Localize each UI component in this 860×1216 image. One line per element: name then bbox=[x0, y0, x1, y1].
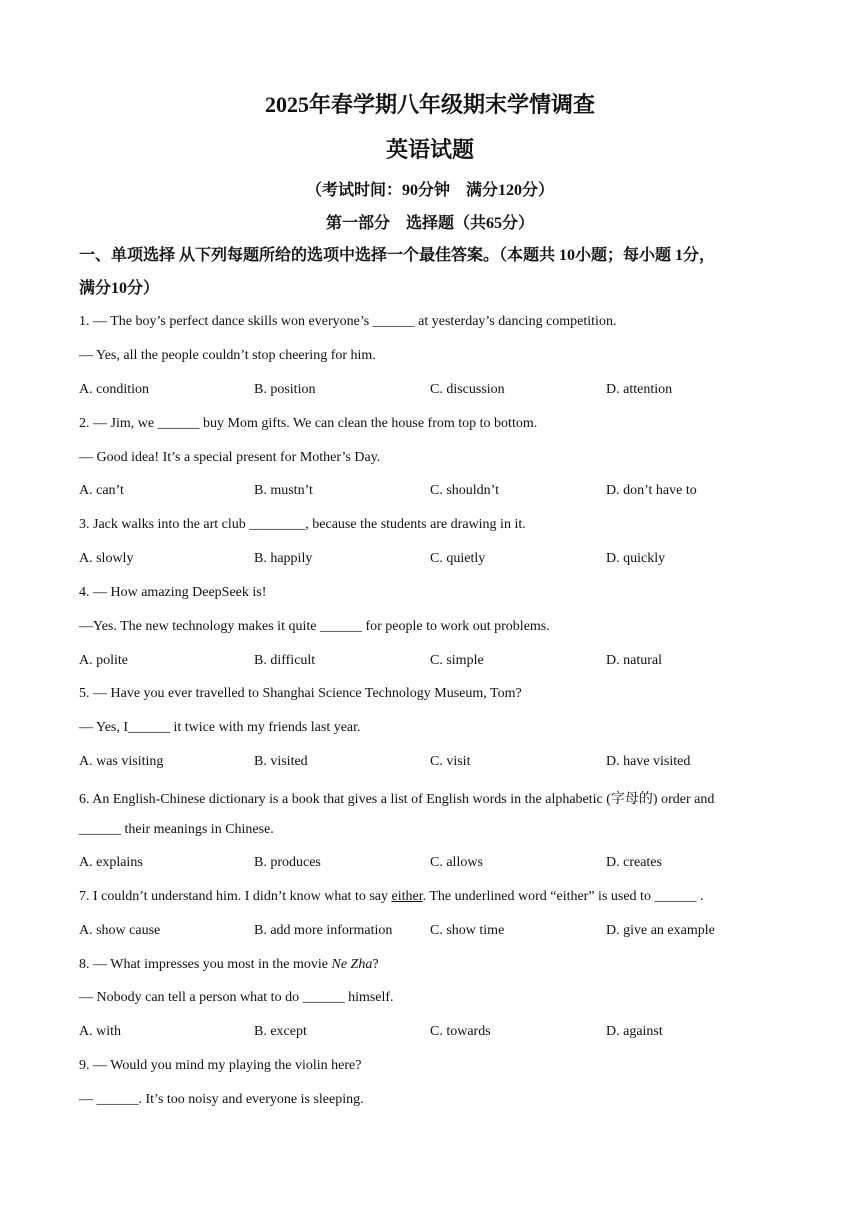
exam-info: （考试时间：90分钟 满分120分） bbox=[305, 182, 554, 199]
stem-text-before: 8. — What impresses you most in the movie bbox=[79, 957, 332, 972]
option-a: A. show cause bbox=[79, 923, 161, 938]
option-c: C. allows bbox=[430, 855, 483, 870]
option-a: A. slowly bbox=[79, 551, 134, 566]
stem-text-after: ? bbox=[372, 957, 379, 972]
exam-title: 2025年春学期八年级期末学情调查 bbox=[264, 92, 595, 117]
question-2-stem: 2. — Jim, we ______ buy Mom gifts. We can clean the house from top to bottom. bbox=[79, 416, 538, 431]
option-c: C. simple bbox=[430, 653, 484, 668]
question-6-stem-cont: ______ their meanings in Chinese. bbox=[79, 822, 274, 837]
section-instructions bbox=[79, 239, 789, 305]
question-7-stem bbox=[79, 889, 703, 905]
question-3-options bbox=[79, 551, 789, 571]
question-2-reply: — Good idea! It’s a special present for Mother’s Day. bbox=[79, 450, 381, 465]
option-d: D. natural bbox=[606, 653, 662, 668]
question-1-stem: 1. — The boy’s perfect dance skills won everyone’s ______ at yesterday’s dancing competition. bbox=[79, 314, 617, 329]
question-9-stem: 9. — Would you mind my playing the violin here? bbox=[79, 1058, 362, 1073]
option-c: C. visit bbox=[430, 754, 471, 769]
question-4-reply: —Yes. The new technology makes it quite ______ for people to work out problems. bbox=[79, 619, 550, 634]
option-d: D. don’t have to bbox=[606, 483, 697, 498]
option-b: B. position bbox=[254, 382, 316, 397]
question-3-stem: 3. Jack walks into the art club ________, because the students are drawing in it. bbox=[79, 517, 526, 532]
option-b: B. difficult bbox=[254, 653, 316, 668]
question-5-reply: — Yes, I______ it twice with my friends last year. bbox=[79, 720, 361, 735]
option-b: B. add more information bbox=[254, 923, 393, 938]
option-a: A. can’t bbox=[79, 483, 124, 498]
option-b: B. produces bbox=[254, 855, 321, 870]
question-1-options bbox=[79, 382, 789, 402]
question-8-reply: — Nobody can tell a person what to do ______ himself. bbox=[79, 990, 394, 1005]
option-b: B. mustn’t bbox=[254, 483, 313, 498]
movie-title: Ne Zha bbox=[331, 957, 373, 972]
option-c: C. shouldn’t bbox=[430, 483, 499, 498]
option-d: D. have visited bbox=[606, 754, 691, 769]
option-a: A. polite bbox=[79, 653, 128, 668]
option-d: D. against bbox=[606, 1024, 663, 1039]
section-line-2: 满分10分） bbox=[79, 280, 160, 297]
question-8-options bbox=[79, 1024, 789, 1044]
option-a: A. with bbox=[79, 1024, 121, 1039]
option-d: D. creates bbox=[606, 855, 662, 870]
option-a: A. was visiting bbox=[79, 754, 164, 769]
question-5-options bbox=[79, 754, 789, 774]
subject-title: 英语试题 bbox=[385, 137, 474, 162]
option-c: C. quietly bbox=[430, 551, 486, 566]
option-c: C. towards bbox=[430, 1024, 491, 1039]
option-b: B. visited bbox=[254, 754, 308, 769]
question-6-stem: 6. An English-Chinese dictionary is a book that gives a list of English words in the alphabetic (字母的) order and bbox=[79, 792, 715, 807]
question-9-reply: — ______. It’s too noisy and everyone is sleeping. bbox=[79, 1092, 364, 1107]
option-c: C. show time bbox=[430, 923, 505, 938]
section-line-1: 一、单项选择 从下列每题所给的选项中选择一个最佳答案。（本题共 10小题；每小题 1分， bbox=[79, 247, 716, 264]
question-6-options bbox=[79, 855, 789, 875]
underlined-word: either bbox=[391, 889, 423, 904]
option-b: B. happily bbox=[254, 551, 313, 566]
part-heading: 第一部分 选择题（共65分） bbox=[325, 215, 534, 232]
question-4-options bbox=[79, 653, 789, 673]
question-4-stem: 4. — How amazing DeepSeek is! bbox=[79, 585, 267, 600]
option-d: D. attention bbox=[606, 382, 673, 397]
stem-text-before: 7. I couldn’t understand him. I didn’t know what to say bbox=[79, 889, 392, 904]
stem-text-after: . The underlined word “either” is used to ______ . bbox=[422, 889, 704, 904]
question-8-stem bbox=[79, 957, 379, 973]
option-a: A. condition bbox=[79, 382, 149, 397]
option-d: D. give an example bbox=[606, 923, 715, 938]
question-2-options bbox=[79, 483, 789, 503]
option-c: C. discussion bbox=[430, 382, 505, 397]
question-5-stem: 5. — Have you ever travelled to Shanghai Science Technology Museum, Tom? bbox=[79, 686, 522, 701]
question-1-reply: — Yes, all the people couldn’t stop cheering for him. bbox=[79, 348, 376, 363]
option-a: A. explains bbox=[79, 855, 143, 870]
option-b: B. except bbox=[254, 1024, 307, 1039]
question-7-options bbox=[79, 923, 789, 943]
option-d: D. quickly bbox=[606, 551, 666, 566]
